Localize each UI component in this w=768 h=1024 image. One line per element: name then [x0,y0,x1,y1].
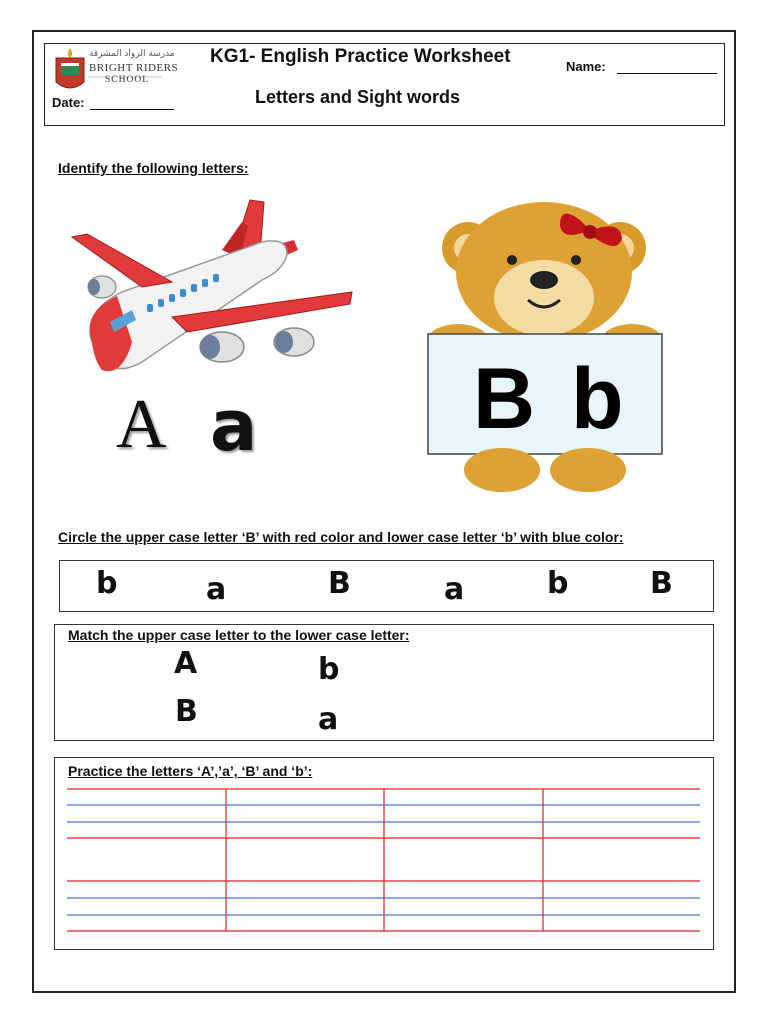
date-label: Date: [52,95,85,110]
name-label: Name: [566,59,606,74]
circle-letters-box [59,560,714,612]
circle-letter-5[interactable]: b [547,566,569,601]
circle-letter-4[interactable]: a [444,572,465,607]
worksheet-title: KG1- English Practice Worksheet [210,46,511,67]
name-blank[interactable] [617,73,717,74]
identify-instruction: Identify the following letters: [58,160,249,176]
match-instruction: Match the upper case letter to the lower case letter: [68,627,410,643]
match-upper-b[interactable]: B [175,694,198,729]
school-name-line2: SCHOOL [105,75,150,85]
circle-letter-3[interactable]: B [328,566,351,601]
circle-letter-2[interactable]: a [206,572,227,607]
date-blank[interactable] [90,109,174,110]
school-name-arabic: مدرسة الرواد المشرقة [89,49,175,59]
circle-letter-1[interactable]: b [96,566,118,601]
airplane-image [62,192,357,392]
practice-instruction: Practice the letters ‘A’,’a’, ‘B’ and ‘b’: [68,763,313,779]
match-lower-a[interactable]: a [318,702,339,737]
match-lower-b[interactable]: b [318,652,340,687]
school-name-line1: BRIGHT RIDERS [89,62,179,74]
circle-letter-6[interactable]: B [650,566,673,601]
circle-instruction: Circle the upper case letter ‘B’ with red color and lower case letter ‘b’ with blue color: [58,529,624,545]
practice-writing-lines[interactable] [67,785,700,935]
worksheet-subtitle: Letters and Sight words [255,87,461,107]
match-upper-a[interactable]: A [174,646,198,681]
letters-b-sign: B b [473,351,630,447]
letter-lowercase-a: a [210,385,258,467]
letter-uppercase-a: A [116,386,167,463]
